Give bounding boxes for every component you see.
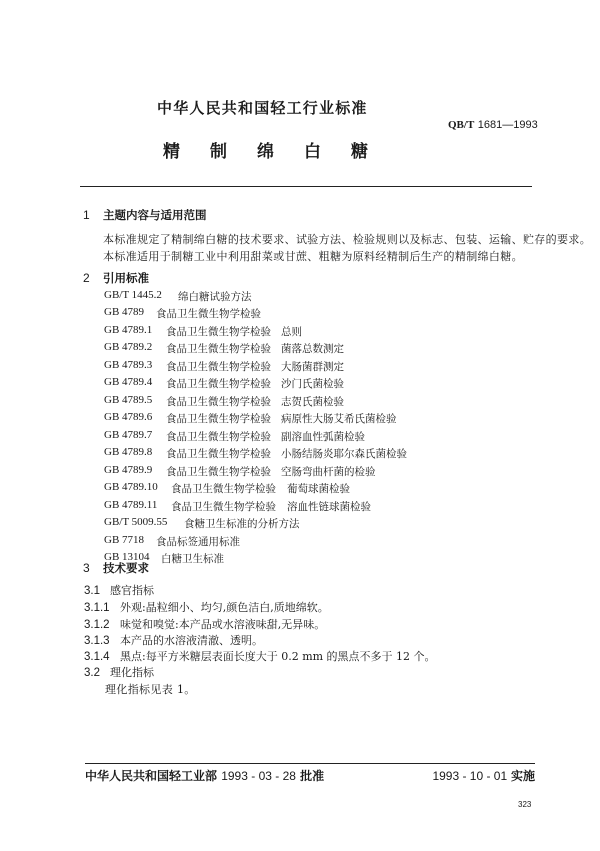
- clause-number: 3.1.1: [84, 602, 110, 614]
- requirement-item: [84, 616, 325, 632]
- table-reference-note: 理化指标见表 1。: [105, 683, 196, 696]
- reference-code: GB 4789.8: [104, 446, 153, 458]
- clause-text: 黑点:每平方米糖层表面长度大于 0.2 mm 的黑点不多于 12 个。: [120, 650, 436, 663]
- reference-item: [104, 376, 344, 390]
- document-title: [163, 137, 398, 162]
- reference-title: 食品卫生微生物学检验: [166, 396, 271, 408]
- clause-text: 本产品的水溶液清澈、透明。: [120, 634, 263, 647]
- reference-title: 食品卫生微生物学检验: [171, 483, 276, 495]
- reference-title: 食品卫生微生物学检验: [166, 448, 271, 460]
- reference-code: GB/T 5009.55: [104, 516, 168, 528]
- section-1-heading: [83, 207, 207, 223]
- reference-code: GB 4789.3: [104, 359, 153, 371]
- reference-code: GB 4789.9: [104, 464, 153, 476]
- title-char: 精: [163, 142, 180, 162]
- reference-item: [104, 289, 252, 303]
- reference-code: GB 4789.4: [104, 376, 153, 388]
- section-number: 1: [83, 208, 90, 222]
- reference-subtitle: 志贺氏菌检验: [281, 396, 344, 408]
- reference-item: [104, 306, 261, 320]
- approval-info: [85, 767, 324, 784]
- standard-code: [448, 118, 538, 131]
- section-3-heading: [83, 560, 149, 576]
- reference-code: GB 13104: [104, 551, 150, 563]
- reference-code: GB 4789: [104, 306, 145, 318]
- reference-item: [104, 341, 344, 355]
- effective-word: 实施: [510, 769, 535, 783]
- reference-title: 食品卫生微生物学检验: [156, 308, 261, 320]
- clause-text: 味觉和嗅觉:本产品或水溶液味甜,无异味。: [120, 618, 326, 631]
- reference-item: [104, 411, 397, 425]
- requirement-item: [84, 599, 329, 615]
- requirement-item: [84, 632, 263, 648]
- requirement-item: [84, 648, 436, 664]
- reference-code: GB 4789.2: [104, 341, 153, 353]
- section-1-paragraph: 本标准规定了精制绵白糖的技术要求、试验方法、检验规则以及标志、包装、运输、贮存的要求。: [103, 233, 592, 246]
- requirement-item: [84, 664, 154, 680]
- reference-code: GB 4789.5: [104, 394, 153, 406]
- requirement-item: [84, 582, 154, 598]
- clause-number: 3.1.3: [84, 635, 110, 647]
- section-1-paragraph: 本标准适用于制糖工业中利用甜菜或甘蔗、粗糖为原料经精制后生产的精制绵白糖。: [103, 250, 523, 263]
- reference-item: [104, 394, 344, 408]
- reference-item: [104, 516, 300, 530]
- standard-code-number: 1681—1993: [477, 119, 538, 131]
- reference-subtitle: 大肠菌群测定: [281, 361, 344, 373]
- approver: 中华人民共和国轻工业部: [85, 769, 218, 783]
- title-char: 白: [304, 142, 321, 162]
- section-title: 引用标准: [103, 271, 149, 285]
- reference-code: GB 7718: [104, 534, 145, 546]
- clause-number: 3.1: [84, 585, 100, 597]
- reference-subtitle: 副溶血性弧菌检验: [281, 431, 365, 443]
- reference-code: GB 4789.10: [104, 481, 158, 493]
- reference-item: [104, 534, 240, 548]
- reference-subtitle: 空肠弯曲杆菌的检验: [281, 466, 376, 478]
- footer-divider: [85, 763, 535, 764]
- reference-title: 食品卫生微生物学检验: [166, 413, 271, 425]
- clause-text: 感官指标: [110, 584, 154, 597]
- approve-word: 批准: [300, 769, 325, 783]
- reference-item: [104, 446, 407, 460]
- effective-date: 1993 - 10 - 01: [432, 769, 508, 783]
- reference-title: 食品卫生微生物学检验: [166, 378, 271, 390]
- reference-title: 食品卫生微生物学检验: [166, 361, 271, 373]
- header-divider: [80, 186, 532, 187]
- reference-item: [104, 359, 344, 373]
- reference-code: GB 4789.11: [104, 499, 158, 511]
- reference-item: [104, 429, 365, 443]
- reference-subtitle: 总则: [281, 326, 302, 338]
- reference-title: 绵白糖试验方法: [178, 291, 252, 303]
- reference-code: GB 4789.7: [104, 429, 153, 441]
- reference-item: [104, 324, 302, 338]
- title-char: 糖: [351, 142, 368, 162]
- title-char: 绵: [257, 142, 274, 162]
- reference-subtitle: 菌落总数测定: [281, 343, 344, 355]
- clause-number: 3.2: [84, 667, 100, 679]
- section-number: 2: [83, 271, 90, 285]
- reference-title: 白糖卫生标准: [161, 553, 224, 565]
- reference-item: [104, 481, 350, 495]
- reference-item: [104, 464, 376, 478]
- reference-subtitle: 葡萄球菌检验: [287, 483, 350, 495]
- issuer-heading: 中华人民共和国轻工行业标准: [157, 99, 368, 117]
- reference-code: GB 4789.1: [104, 324, 153, 336]
- reference-title: 食糖卫生标准的分析方法: [184, 518, 300, 530]
- reference-subtitle: 病原性大肠艾希氏菌检验: [281, 413, 397, 425]
- reference-title: 食品标签通用标准: [156, 536, 240, 548]
- reference-subtitle: 小肠结肠炎耶尔森氏菌检验: [281, 448, 407, 460]
- reference-title: 食品卫生微生物学检验: [166, 326, 271, 338]
- clause-text: 外观:晶粒细小、均匀,颜色洁白,质地绵软。: [120, 601, 329, 614]
- section-2-heading: [83, 270, 149, 286]
- clause-text: 理化指标: [110, 666, 154, 679]
- section-title: 主题内容与适用范围: [103, 208, 207, 222]
- standard-code-prefix: QB/T: [448, 119, 475, 131]
- reference-subtitle: 溶血性链球菌检验: [287, 501, 371, 513]
- effective-info: [432, 767, 535, 784]
- reference-title: 食品卫生微生物学检验: [166, 431, 271, 443]
- reference-title: 食品卫生微生物学检验: [166, 343, 271, 355]
- reference-subtitle: 沙门氏菌检验: [281, 378, 344, 390]
- reference-code: GB 4789.6: [104, 411, 153, 423]
- reference-code: GB/T 1445.2: [104, 289, 162, 301]
- reference-title: 食品卫生微生物学检验: [166, 466, 271, 478]
- section-title: 技术要求: [103, 561, 149, 575]
- reference-item: [104, 499, 371, 513]
- title-char: 制: [210, 142, 227, 162]
- clause-number: 3.1.4: [84, 651, 110, 663]
- section-number: 3: [83, 561, 90, 575]
- reference-title: 食品卫生微生物学检验: [171, 501, 276, 513]
- page-number: 323: [518, 800, 532, 809]
- approve-date: 1993 - 03 - 28: [221, 769, 296, 783]
- clause-number: 3.1.2: [84, 619, 110, 631]
